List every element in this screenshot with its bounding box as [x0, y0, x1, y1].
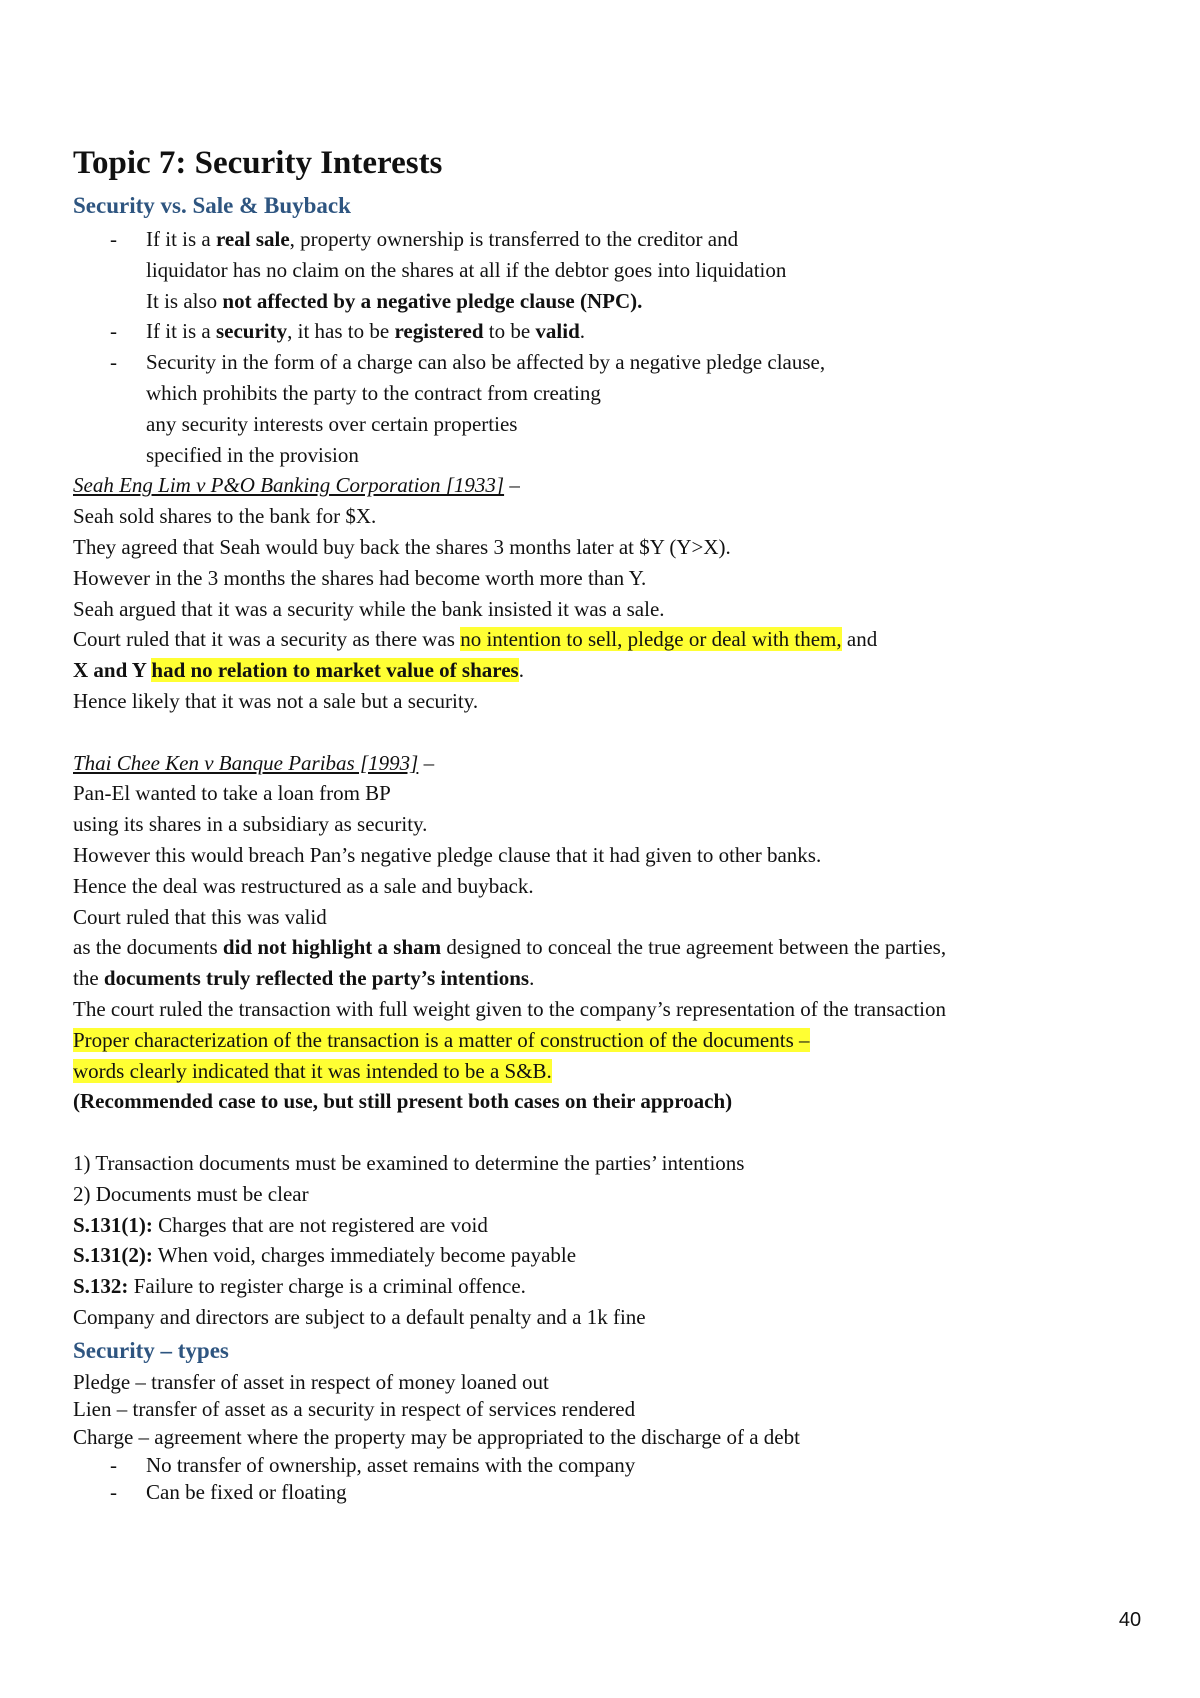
highlighted-text: words clearly indicated that it was intended to be a S&B.	[73, 1058, 552, 1083]
bullet-line: any security interests over certain properties	[146, 411, 518, 436]
bullet-dash: -	[110, 1452, 117, 1477]
statute-line: S.131(2): When void, charges immediately become payable	[73, 1243, 577, 1268]
page-number: 40	[1118, 1609, 1142, 1631]
highlighted-text: had no relation to market value of shares	[151, 658, 519, 683]
text-line: Hence likely that it was not a sale but a security.	[73, 688, 479, 713]
case-name: Thai Chee Ken v Banque Paribas [1993]	[73, 750, 419, 775]
bullet-line: - If it is a real sale, property ownership is transferred to the creditor and	[73, 224, 1133, 255]
text-line: 2) Documents must be clear	[73, 1181, 309, 1206]
text-line: (Recommended case to use, but still present both cases on their approach)	[73, 1089, 733, 1114]
text-line: Seah argued that it was a security while the bank insisted it was a sale.	[73, 596, 665, 621]
page-title: Topic 7: Security Interests	[73, 145, 443, 181]
text-line: Charge – agreement where the property may be appropriated to the discharge of a debt	[73, 1425, 800, 1450]
text-line: the documents truly reflected the party’s intentions.	[73, 966, 535, 991]
bullet-dash: -	[110, 1480, 117, 1505]
bullet-real-sale	[73, 224, 1133, 316]
bullet-line: specified in the provision	[146, 442, 359, 467]
text-line: as the documents did not highlight a sham designed to conceal the true agreement between the parties,	[73, 935, 947, 960]
bullet-negative-pledge	[73, 347, 1133, 470]
highlighted-text: Proper characterization of the transaction is a matter of construction of the documents –	[73, 1027, 810, 1052]
text-line: 1) Transaction documents must be examined to determine the parties’ intentions	[73, 1150, 745, 1175]
bullet-line: - Security in the form of a charge can also be affected by a negative pledge clause,	[73, 347, 1133, 378]
spacer	[73, 1117, 1133, 1148]
bullet-line: - No transfer of ownership, asset remains with the company	[73, 1452, 1133, 1480]
text-line: Pan-El wanted to take a loan from BP	[73, 781, 391, 806]
text-line	[73, 1025, 1133, 1056]
text-line: Lien – transfer of asset as a security in respect of services rendered	[73, 1397, 636, 1422]
text-line: They agreed that Seah would buy back the shares 3 months later at $Y (Y>X).	[73, 534, 731, 559]
text-line: However this would breach Pan’s negative pledge clause that it had given to other banks.	[73, 842, 822, 867]
text-line: Seah sold shares to the bank for $X.	[73, 504, 377, 529]
bullet-line: liquidator has no claim on the shares at all if the debtor goes into liquidation	[146, 257, 787, 282]
text-line: Pledge – transfer of asset in respect of money loaned out	[73, 1369, 549, 1394]
text-line: Court ruled that it was a security as there was no intention to sell, pledge or deal with them, and	[73, 627, 878, 652]
case-title-thai: Thai Chee Ken v Banque Paribas [1993] –	[73, 750, 435, 775]
text-line	[73, 1056, 1133, 1087]
case-name: Seah Eng Lim v P&O Banking Corporation [1933]	[73, 473, 505, 498]
text-line: Court ruled that this was valid	[73, 904, 327, 929]
text-line: Company and directors are subject to a default penalty and a 1k fine	[73, 1304, 646, 1329]
bullet-dash: -	[110, 319, 117, 344]
bullet-line: It is also not affected by a negative pledge clause (NPC).	[146, 288, 643, 313]
bullet-line: - Can be fixed or floating	[73, 1479, 1133, 1507]
spacer	[73, 717, 1133, 748]
bullet-security-registered: - If it is a security, it has to be registered to be valid.	[73, 316, 1133, 347]
text-line: X and Y had no relation to market value of shares.	[73, 658, 524, 683]
section-heading-security-vs-sale: Security vs. Sale & Buyback	[73, 193, 351, 218]
statute-line: S.131(1): Charges that are not registered are void	[73, 1212, 488, 1237]
text-line: Hence the deal was restructured as a sale and buyback.	[73, 873, 534, 898]
bullet-dash: -	[110, 350, 117, 375]
text-line: The court ruled the transaction with full weight given to the company’s representation of the transaction	[73, 996, 946, 1021]
section-heading-security-types: Security – types	[73, 1337, 229, 1363]
text-line: However in the 3 months the shares had become worth more than Y.	[73, 565, 647, 590]
case-title-seah: Seah Eng Lim v P&O Banking Corporation [1933] –	[73, 473, 520, 498]
bullet-line: which prohibits the party to the contract from creating	[146, 380, 601, 405]
highlighted-text: no intention to sell, pledge or deal with them,	[460, 627, 842, 652]
text-line: using its shares in a subsidiary as security.	[73, 812, 428, 837]
statute-line: S.132: Failure to register charge is a criminal offence.	[73, 1274, 526, 1299]
page-content	[73, 138, 1133, 1507]
bullet-dash: -	[110, 227, 117, 251]
